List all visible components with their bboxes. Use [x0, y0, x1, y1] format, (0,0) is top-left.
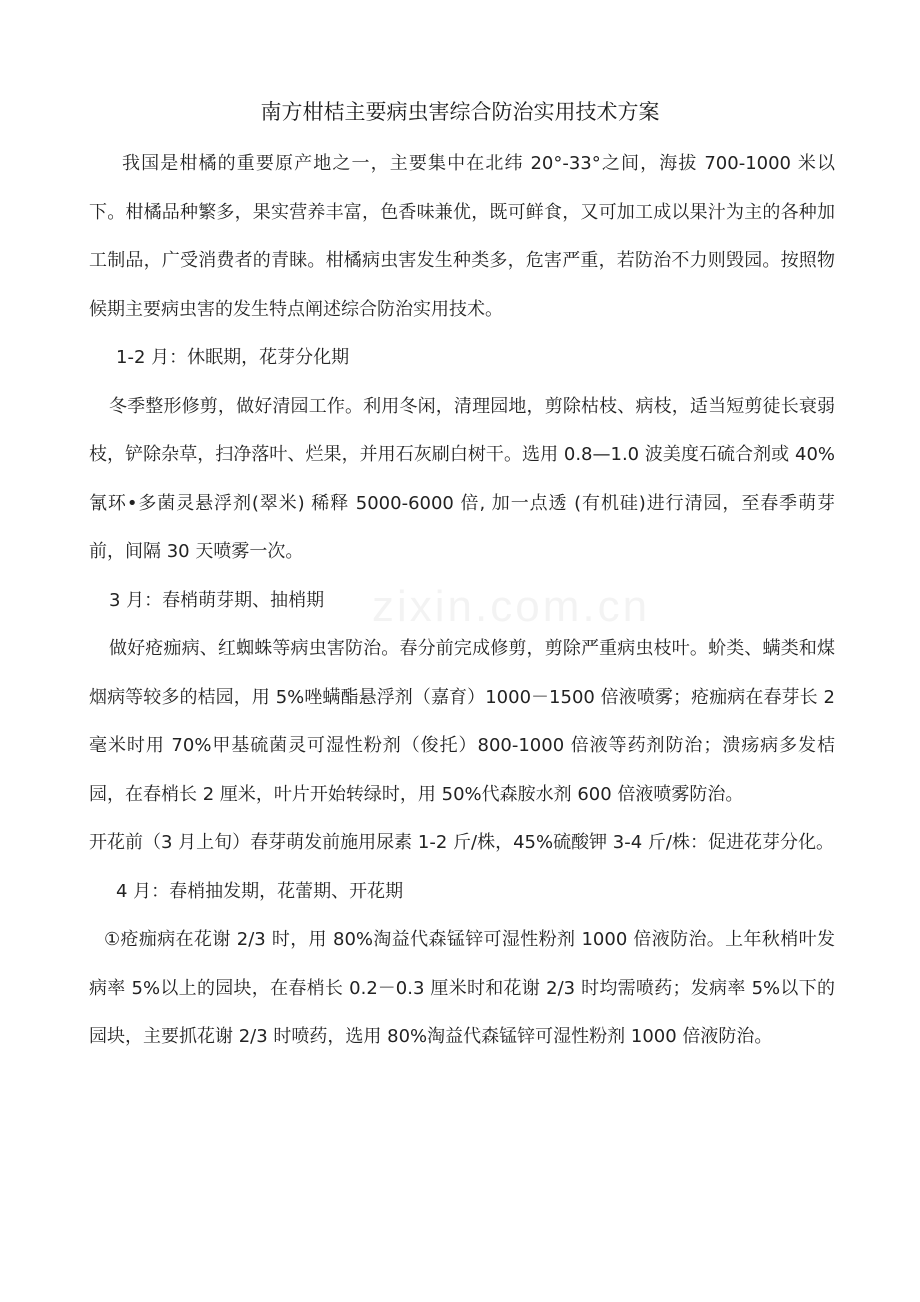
paragraph-jan-feb: 冬季整形修剪，做好清园工作。利用冬闲，清理园地，剪除枯枝、病枝，适当短剪徒长衰弱枝，铲除杂草，扫净落叶、烂果，并用石灰刷白树干。选用 0.8—1.0 波美度石硫合剂或 40%氰环•多菌灵悬浮剂(翠米) 稀释 5000-6000 倍, 加一点透 (有机硅)进行清园，至春季萌芽前，间隔 30 天喷雾一次。 [89, 395, 835, 562]
section-heading-april: 4 月：春梢抽发期，花蕾期、开花期 [116, 880, 404, 902]
document-title: 南方柑桔主要病虫害综合防治实用技术方案 [260, 100, 660, 124]
section-heading-jan-feb: 1-2 月：休眠期，花芽分化期 [116, 347, 350, 368]
paragraph-pre-flowering: 开花前（3 月上旬）春芽萌发前施用尿素 1-2 斤/株，45%硫酸钾 3-4 斤/株：促进花芽分化。 [89, 832, 834, 853]
paragraph-april: ①疮痂病在花谢 2/3 时，用 80%淘益代森锰锌可湿性粉剂 1000 倍液防治。上年秋梢叶发病率 5%以上的园块，在春梢长 0.2－0.3 厘米时和花谢 2/3 时均需喷药；发病率 5%以下的园块，主要抓花谢 2/3 时喷药，选用 80%淘益代森锰锌可湿性粉剂 1000 倍液防治。 [89, 929, 835, 1047]
paragraph-intro: 我国是柑橘的重要原产地之一，主要集中在北纬 20°-33°之间，海拔 700-1000 米以下。柑橘品种繁多，果实营养丰富，色香味兼优，既可鲜食，又可加工成以果汁为主的各种加工制品，广受消费者的青睐。柑橘病虫害发生种类多，危害严重，若防治不力则毁园。按照物候期主要病虫害的发生特点阐述综合防治实用技术。 [89, 153, 835, 320]
watermark: zixin.com.cn [372, 582, 651, 631]
section-heading-march: 3 月：春梢萌芽期、抽梢期 [109, 589, 325, 611]
paragraph-march: 做好疮痂病、红蜘蛛等病虫害防治。春分前完成修剪，剪除严重病虫枝叶。蚧类、螨类和煤烟病等较多的桔园，用 5%唑螨酯悬浮剂（嘉育）1000－1500 倍液喷雾；疮痂病在春芽长 2 毫米时用 70%甲基硫菌灵可湿性粉剂（俊托）800-1000 倍液等药剂防治；溃疡病多发桔园，在春梢长 2 厘米，叶片开始转绿时，用 50%代森胺水剂 600 倍液喷雾防治。 [89, 638, 835, 805]
document-body [89, 140, 835, 1062]
